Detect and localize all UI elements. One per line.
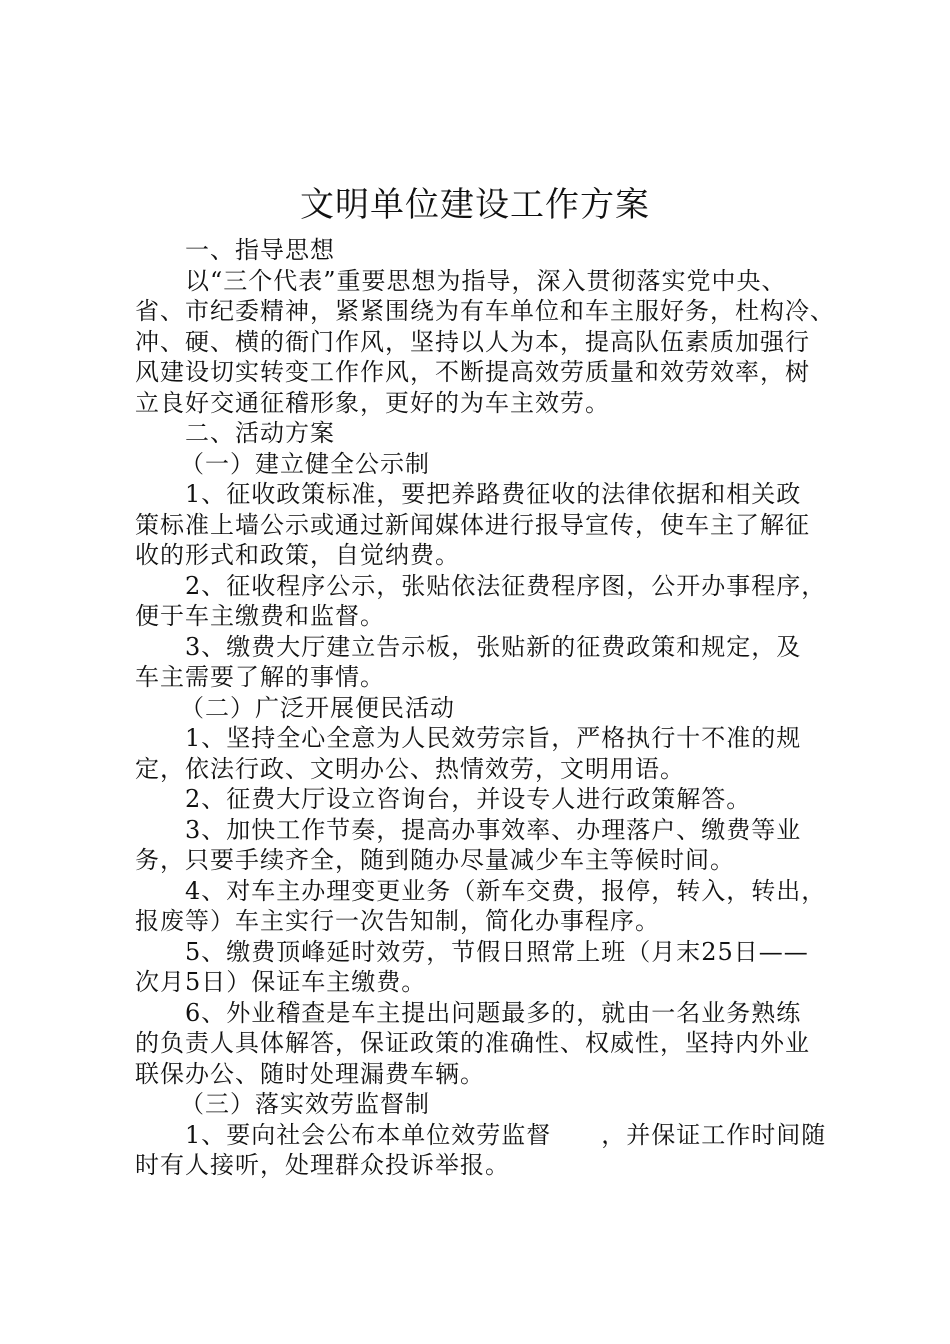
text-line: 车主需要了解的事情。 bbox=[135, 663, 385, 691]
list-item bbox=[135, 723, 845, 784]
text-line: 务，只要手续齐全，随到随办尽量减少车主等候时间。 bbox=[135, 846, 735, 874]
text-line: 3、缴费大厅建立告示板，张贴新的征费政策和规定，及 bbox=[185, 632, 802, 661]
section-heading-activity-plan: 二、活动方案 bbox=[185, 419, 335, 447]
subsection-heading-service-supervision: （三）落实效劳监督制 bbox=[180, 1090, 430, 1118]
text-line: 1、坚持全心全意为人民效劳宗旨，严格执行十不准的规 bbox=[185, 724, 802, 752]
list-item bbox=[135, 571, 845, 632]
list-item bbox=[135, 815, 845, 876]
text-line: 定，依法行政、文明办公、热情效劳，文明用语。 bbox=[135, 754, 685, 783]
text-line: 以“三个代表”重要思想为指导，深入贯彻落实党中央、 bbox=[185, 266, 787, 295]
document-title: 文明单位建设工作方案 bbox=[300, 185, 650, 225]
text-line: 便于车主缴费和监督。 bbox=[135, 602, 385, 630]
subsection-heading-public-notice: （一）建立健全公示制 bbox=[180, 449, 430, 478]
paragraph-guiding-idea bbox=[135, 266, 845, 419]
list-item bbox=[135, 479, 845, 571]
subsection-heading-convenience-activities: （二）广泛开展便民活动 bbox=[180, 693, 455, 722]
text-line: 省、市纪委精神，紧紧围绕为有车单位和车主服好务，杜构冷、 bbox=[135, 297, 835, 325]
list-item bbox=[135, 876, 845, 937]
text-line: 5、缴费顶峰延时效劳，节假日照常上班（月末25日—— bbox=[185, 937, 809, 966]
list-item bbox=[135, 937, 845, 998]
text-line: 风建设切实转变工作作风，不断提高效劳质量和效劳效率，树 bbox=[135, 358, 810, 386]
text-line: 的负责人具体解答，保证政策的准确性、权威性，坚持内外业 bbox=[135, 1029, 810, 1057]
text-line: 6、外业稽查是车主提出问题最多的，就由一名业务熟练 bbox=[185, 998, 802, 1027]
text-line: 1、征收政策标准，要把养路费征收的法律依据和相关政 bbox=[185, 480, 802, 508]
text-line: 策标准上墙公示或通过新闻媒体进行报导宣传，使车主了解征 bbox=[135, 510, 810, 539]
text-line: 立良好交通征稽形象，更好的为车主效劳。 bbox=[135, 388, 610, 417]
list-item bbox=[135, 632, 845, 693]
text-line: 报废等）车主实行一次告知制，简化办事程序。 bbox=[135, 907, 660, 935]
text-line: 4、对车主办理变更业务（新车交费，报停，转入，转出， bbox=[185, 876, 827, 905]
text-line: 1、要向社会公布本单位效劳监督 ，并保证工作时间随 bbox=[185, 1120, 827, 1149]
text-line: 冲、硬、横的衙门作风，坚持以人为本，提高队伍素质加强行 bbox=[135, 327, 810, 356]
text-line: 收的形式和政策，自觉纳费。 bbox=[135, 541, 460, 569]
text-line: 3、加快工作节奏，提高办事效率、办理落户、缴费等业 bbox=[185, 815, 802, 844]
text-line: 联保办公、随时处理漏费车辆。 bbox=[135, 1059, 485, 1088]
list-item bbox=[135, 1120, 845, 1181]
text-line: 2、征费大厅设立咨询台，并设专人进行政策解答。 bbox=[185, 785, 752, 813]
text-line: 2、征收程序公示，张贴依法征费程序图，公开办事程序， bbox=[185, 571, 827, 600]
section-heading-guiding-idea: 一、指导思想 bbox=[185, 236, 335, 264]
text-line: 次月5日）保证车主缴费。 bbox=[135, 968, 427, 996]
text-line: 时有人接听，处理群众投诉举报。 bbox=[135, 1151, 510, 1179]
document-body bbox=[135, 235, 845, 1181]
list-item bbox=[135, 784, 845, 815]
list-item bbox=[135, 998, 845, 1090]
